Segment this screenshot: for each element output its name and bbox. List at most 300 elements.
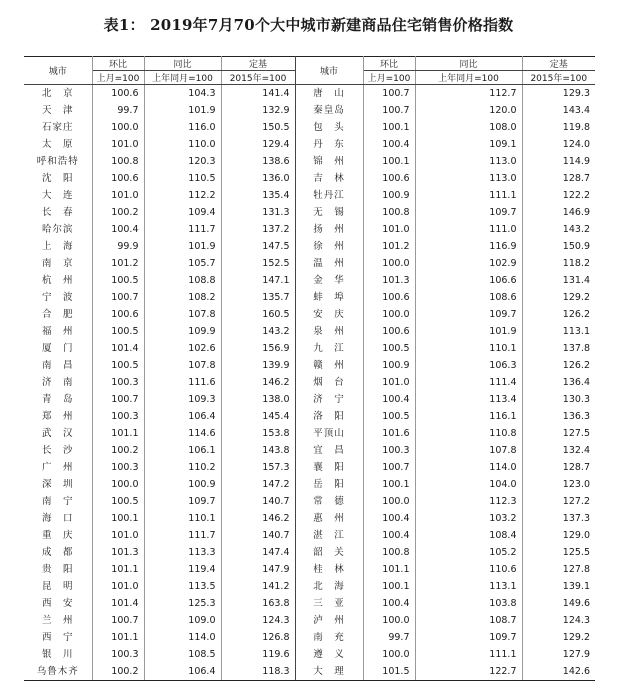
- left-mom-index: 101.4: [92, 340, 144, 357]
- right-yoy-index: 107.8: [415, 442, 522, 459]
- left-mom-index: 101.0: [92, 578, 144, 595]
- right-yoy-index: 120.0: [415, 102, 522, 119]
- left-mom-index: 101.1: [92, 629, 144, 646]
- table-row: [24, 119, 595, 136]
- table-row: [24, 459, 595, 476]
- left-yoy-index: 112.2: [144, 187, 221, 204]
- right-fixed-base-index: 127.9: [562, 649, 590, 660]
- left-city-name: 重 庆: [24, 527, 92, 544]
- left-yoy-index: 101.9: [144, 102, 221, 119]
- right-mom-index: 100.9: [363, 187, 415, 204]
- left-fixed-base-index: 156.9: [221, 340, 295, 357]
- column-subheader-yoy-base: 上年同月=100: [144, 71, 221, 85]
- left-fixed-base-index: 141.2: [221, 578, 295, 595]
- right-fixed-base-index: 118.2: [562, 258, 590, 269]
- left-mom-index: 101.0: [92, 136, 144, 153]
- right-yoy-index: 122.7: [415, 663, 522, 681]
- right-yoy-index: 108.7: [415, 612, 522, 629]
- right-mom-index: 100.7: [363, 459, 415, 476]
- left-yoy-index: 111.7: [144, 221, 221, 238]
- left-yoy-index: 100.9: [144, 476, 221, 493]
- left-yoy-index: 109.3: [144, 391, 221, 408]
- right-yoy-index: 108.4: [415, 527, 522, 544]
- right-mom-index: 100.5: [363, 340, 415, 357]
- right-city-name: 吉 林: [295, 170, 363, 187]
- left-city-name: 太 原: [24, 136, 92, 153]
- left-city-name: 沈 阳: [24, 170, 92, 187]
- right-fixed-base-index: 126.2: [562, 360, 590, 371]
- right-fixed-base-index: 114.9: [562, 156, 590, 167]
- left-city-name: 南 昌: [24, 357, 92, 374]
- left-city-name: 乌鲁木齐: [24, 663, 92, 681]
- left-yoy-index: 110.0: [144, 136, 221, 153]
- column-header-yoy: 同比: [144, 57, 221, 71]
- right-fixed-base-index: 128.7: [562, 462, 590, 473]
- left-yoy-index: 108.2: [144, 289, 221, 306]
- table-row: [24, 289, 595, 306]
- left-fixed-base-index: 147.1: [221, 272, 295, 289]
- left-city-name: 杭 州: [24, 272, 92, 289]
- right-city-name: 襄 阳: [295, 459, 363, 476]
- right-fixed-base-index: 149.6: [562, 598, 590, 609]
- right-fixed-base-index: 136.4: [562, 377, 590, 388]
- table-row: [24, 476, 595, 493]
- left-mom-index: 101.1: [92, 425, 144, 442]
- right-fixed-base-index: 129.3: [562, 88, 590, 99]
- left-fixed-base-index: 119.6: [221, 646, 295, 663]
- right-fixed-base-index: 137.8: [562, 343, 590, 354]
- left-yoy-index: 111.7: [144, 527, 221, 544]
- right-fixed-base-index: 123.0: [562, 479, 590, 490]
- left-city-name: 成 都: [24, 544, 92, 561]
- right-city-name: 洛 阳: [295, 408, 363, 425]
- right-mom-index: 100.3: [363, 442, 415, 459]
- left-yoy-index: 102.6: [144, 340, 221, 357]
- left-yoy-index: 109.7: [144, 493, 221, 510]
- left-fixed-base-index: 129.4: [221, 136, 295, 153]
- right-fixed-base-index: 139.1: [562, 581, 590, 592]
- left-city-name: 呼和浩特: [24, 153, 92, 170]
- left-yoy-index: 109.9: [144, 323, 221, 340]
- right-fixed-base-index: 125.5: [562, 547, 590, 558]
- right-city-name: 蚌 埠: [295, 289, 363, 306]
- left-city-name: 上 海: [24, 238, 92, 255]
- table-row: [24, 646, 595, 663]
- left-city-name: 济 南: [24, 374, 92, 391]
- left-fixed-base-index: 143.2: [221, 323, 295, 340]
- left-fixed-base-index: 135.7: [221, 289, 295, 306]
- left-fixed-base-index: 140.7: [221, 527, 295, 544]
- left-fixed-base-index: 124.3: [221, 612, 295, 629]
- left-mom-index: 100.5: [92, 493, 144, 510]
- left-city-name: 海 口: [24, 510, 92, 527]
- table-row: [24, 340, 595, 357]
- right-city-name: 牡丹江: [295, 187, 363, 204]
- table-row: [24, 272, 595, 289]
- right-city-name: 大 理: [295, 663, 363, 681]
- left-city-name: 北 京: [24, 85, 92, 103]
- left-mom-index: 100.3: [92, 408, 144, 425]
- right-fixed-base-index: 129.0: [562, 530, 590, 541]
- right-mom-index: 101.6: [363, 425, 415, 442]
- right-mom-index: 100.4: [363, 391, 415, 408]
- table-row: [24, 425, 595, 442]
- left-mom-index: 100.3: [92, 646, 144, 663]
- left-yoy-index: 109.4: [144, 204, 221, 221]
- table-row: [24, 102, 595, 119]
- page-title: 表1： 2019年7月70个大中城市新建商品住宅销售价格指数: [103, 16, 514, 34]
- left-mom-index: 101.2: [92, 255, 144, 272]
- left-mom-index: 99.7: [92, 102, 144, 119]
- right-city-name: 安 庆: [295, 306, 363, 323]
- left-mom-index: 100.8: [92, 153, 144, 170]
- right-city-name: 包 头: [295, 119, 363, 136]
- left-fixed-base-index: 118.3: [221, 663, 295, 681]
- right-mom-index: 100.0: [363, 306, 415, 323]
- right-mom-index: 100.1: [363, 153, 415, 170]
- right-yoy-index: 113.1: [415, 578, 522, 595]
- right-yoy-index: 102.9: [415, 255, 522, 272]
- right-fixed-base-index: 124.3: [562, 615, 590, 626]
- right-fixed-base-index: 150.9: [562, 241, 590, 252]
- left-fixed-base-index: 126.8: [221, 629, 295, 646]
- right-fixed-base-index: 119.8: [562, 122, 590, 133]
- right-mom-index: 100.4: [363, 136, 415, 153]
- left-city-name: 西 安: [24, 595, 92, 612]
- left-mom-index: 100.1: [92, 510, 144, 527]
- left-yoy-index: 108.8: [144, 272, 221, 289]
- right-city-name: 泸 州: [295, 612, 363, 629]
- left-mom-index: 100.2: [92, 442, 144, 459]
- right-fixed-base-index: 129.2: [562, 632, 590, 643]
- left-city-name: 宁 波: [24, 289, 92, 306]
- left-city-name: 昆 明: [24, 578, 92, 595]
- left-mom-index: 101.0: [92, 187, 144, 204]
- left-mom-index: 101.1: [92, 561, 144, 578]
- left-fixed-base-index: 143.8: [221, 442, 295, 459]
- left-city-name: 石家庄: [24, 119, 92, 136]
- table-row: [24, 323, 595, 340]
- right-mom-index: 100.1: [363, 578, 415, 595]
- left-fixed-base-index: 146.2: [221, 510, 295, 527]
- right-fixed-base-index: 143.4: [562, 105, 590, 116]
- table-row: [24, 663, 595, 681]
- left-mom-index: 100.3: [92, 459, 144, 476]
- right-city-name: 济 宁: [295, 391, 363, 408]
- left-city-name: 南 宁: [24, 493, 92, 510]
- right-mom-index: 100.1: [363, 476, 415, 493]
- right-yoy-index: 110.1: [415, 340, 522, 357]
- right-mom-index: 100.0: [363, 646, 415, 663]
- column-header-mom: 环比: [92, 57, 144, 71]
- left-yoy-index: 110.2: [144, 459, 221, 476]
- right-mom-index: 100.8: [363, 544, 415, 561]
- right-city-name: 锦 州: [295, 153, 363, 170]
- right-fixed-base-index: 131.4: [562, 275, 590, 286]
- left-city-name: 厦 门: [24, 340, 92, 357]
- right-city-name: 秦皇岛: [295, 102, 363, 119]
- right-city-name: 三 亚: [295, 595, 363, 612]
- right-mom-index: 100.4: [363, 595, 415, 612]
- left-fixed-base-index: 138.6: [221, 153, 295, 170]
- left-mom-index: 100.6: [92, 170, 144, 187]
- right-yoy-index: 110.8: [415, 425, 522, 442]
- left-mom-index: 100.2: [92, 204, 144, 221]
- right-mom-index: 100.0: [363, 493, 415, 510]
- table-row: [24, 408, 595, 425]
- right-fixed-base-index: 127.2: [562, 496, 590, 507]
- right-yoy-index: 111.1: [415, 646, 522, 663]
- left-city-name: 兰 州: [24, 612, 92, 629]
- table-row: [24, 544, 595, 561]
- right-city-name: 温 州: [295, 255, 363, 272]
- table-row: [24, 153, 595, 170]
- right-city-name: 平顶山: [295, 425, 363, 442]
- right-fixed-base-index: 124.0: [562, 139, 590, 150]
- left-yoy-index: 119.4: [144, 561, 221, 578]
- right-yoy-index: 109.7: [415, 629, 522, 646]
- right-city-name: 宜 昌: [295, 442, 363, 459]
- right-mom-index: 100.6: [363, 323, 415, 340]
- left-fixed-base-index: 145.4: [221, 408, 295, 425]
- left-fixed-base-index: 138.0: [221, 391, 295, 408]
- left-fixed-base-index: 157.3: [221, 459, 295, 476]
- left-fixed-base-index: 147.5: [221, 238, 295, 255]
- left-yoy-index: 114.0: [144, 629, 221, 646]
- right-yoy-index: 116.1: [415, 408, 522, 425]
- right-mom-index: 100.1: [363, 119, 415, 136]
- left-fixed-base-index: 132.9: [221, 102, 295, 119]
- right-city-name: 九 江: [295, 340, 363, 357]
- left-mom-index: 100.7: [92, 612, 144, 629]
- table-row: [24, 510, 595, 527]
- right-fixed-base-index: 130.3: [562, 394, 590, 405]
- right-city-name: 赣 州: [295, 357, 363, 374]
- right-city-name: 徐 州: [295, 238, 363, 255]
- left-fixed-base-index: 139.9: [221, 357, 295, 374]
- right-mom-index: 100.7: [363, 102, 415, 119]
- column-subheader-fixed-base: 2015年=100: [522, 71, 595, 85]
- left-fixed-base-index: 163.8: [221, 595, 295, 612]
- right-city-name: 常 德: [295, 493, 363, 510]
- table-row: [24, 442, 595, 459]
- table-row: [24, 170, 595, 187]
- left-city-name: 银 川: [24, 646, 92, 663]
- right-city-name: 惠 州: [295, 510, 363, 527]
- right-yoy-index: 111.1: [415, 187, 522, 204]
- right-fixed-base-index: 143.2: [562, 224, 590, 235]
- right-yoy-index: 114.0: [415, 459, 522, 476]
- left-yoy-index: 107.8: [144, 306, 221, 323]
- right-yoy-index: 113.0: [415, 153, 522, 170]
- right-city-name: 泉 州: [295, 323, 363, 340]
- table-row: [24, 493, 595, 510]
- right-fixed-base-index: 146.9: [562, 207, 590, 218]
- right-fixed-base-index: 136.3: [562, 411, 590, 422]
- right-yoy-index: 109.7: [415, 306, 522, 323]
- table-row: [24, 255, 595, 272]
- left-city-name: 郑 州: [24, 408, 92, 425]
- table-row: [24, 136, 595, 153]
- left-mom-index: 99.9: [92, 238, 144, 255]
- column-header-fixed: 定基: [522, 57, 595, 71]
- left-city-name: 西 宁: [24, 629, 92, 646]
- right-mom-index: 100.8: [363, 204, 415, 221]
- right-city-name: 韶 关: [295, 544, 363, 561]
- left-mom-index: 100.7: [92, 289, 144, 306]
- left-city-name: 南 京: [24, 255, 92, 272]
- table-row: [24, 204, 595, 221]
- left-city-name: 合 肥: [24, 306, 92, 323]
- left-yoy-index: 125.3: [144, 595, 221, 612]
- right-yoy-index: 106.3: [415, 357, 522, 374]
- left-mom-index: 100.7: [92, 391, 144, 408]
- left-city-name: 深 圳: [24, 476, 92, 493]
- right-yoy-index: 111.4: [415, 374, 522, 391]
- left-fixed-base-index: 152.5: [221, 255, 295, 272]
- right-yoy-index: 103.2: [415, 510, 522, 527]
- left-yoy-index: 101.9: [144, 238, 221, 255]
- left-yoy-index: 110.5: [144, 170, 221, 187]
- column-subheader-fixed-base: 2015年=100: [221, 71, 295, 85]
- right-fixed-base-index: 122.2: [562, 190, 590, 201]
- table-body: [24, 85, 595, 681]
- right-mom-index: 100.9: [363, 357, 415, 374]
- left-mom-index: 100.3: [92, 374, 144, 391]
- table-row: [24, 578, 595, 595]
- right-city-name: 岳 阳: [295, 476, 363, 493]
- left-mom-index: 100.6: [92, 306, 144, 323]
- left-yoy-index: 104.3: [144, 85, 221, 103]
- right-fixed-base-index: 129.2: [562, 292, 590, 303]
- table-row: [24, 391, 595, 408]
- left-mom-index: 100.0: [92, 476, 144, 493]
- table-row: [24, 85, 595, 103]
- left-mom-index: 100.4: [92, 221, 144, 238]
- table-row: [24, 374, 595, 391]
- left-fixed-base-index: 137.2: [221, 221, 295, 238]
- right-fixed-base-index: 132.4: [562, 445, 590, 456]
- left-mom-index: 100.5: [92, 272, 144, 289]
- right-yoy-index: 113.4: [415, 391, 522, 408]
- left-fixed-base-index: 147.9: [221, 561, 295, 578]
- table-row: [24, 357, 595, 374]
- left-yoy-index: 110.1: [144, 510, 221, 527]
- left-fixed-base-index: 150.5: [221, 119, 295, 136]
- right-mom-index: 100.0: [363, 255, 415, 272]
- left-mom-index: 100.0: [92, 119, 144, 136]
- right-city-name: 遵 义: [295, 646, 363, 663]
- right-fixed-base-index: 128.7: [562, 173, 590, 184]
- right-mom-index: 101.2: [363, 238, 415, 255]
- right-city-name: 扬 州: [295, 221, 363, 238]
- left-city-name: 青 岛: [24, 391, 92, 408]
- left-yoy-index: 105.7: [144, 255, 221, 272]
- left-yoy-index: 120.3: [144, 153, 221, 170]
- right-yoy-index: 108.6: [415, 289, 522, 306]
- left-mom-index: 100.5: [92, 323, 144, 340]
- left-yoy-index: 106.4: [144, 408, 221, 425]
- left-mom-index: 100.5: [92, 357, 144, 374]
- right-yoy-index: 110.6: [415, 561, 522, 578]
- left-city-name: 长 春: [24, 204, 92, 221]
- table-row: [24, 629, 595, 646]
- left-yoy-index: 111.6: [144, 374, 221, 391]
- left-fixed-base-index: 147.2: [221, 476, 295, 493]
- table-row: [24, 561, 595, 578]
- right-yoy-index: 109.7: [415, 204, 522, 221]
- right-mom-index: 100.4: [363, 527, 415, 544]
- left-fixed-base-index: 146.2: [221, 374, 295, 391]
- right-city-name: 无 锡: [295, 204, 363, 221]
- right-mom-index: 101.1: [363, 561, 415, 578]
- right-city-name: 南 充: [295, 629, 363, 646]
- right-yoy-index: 108.0: [415, 119, 522, 136]
- left-mom-index: 100.2: [92, 663, 144, 681]
- left-city-name: 大 连: [24, 187, 92, 204]
- left-city-name: 长 沙: [24, 442, 92, 459]
- left-yoy-index: 106.4: [144, 663, 221, 681]
- left-mom-index: 101.3: [92, 544, 144, 561]
- right-yoy-index: 112.3: [415, 493, 522, 510]
- left-yoy-index: 116.0: [144, 119, 221, 136]
- right-mom-index: 100.5: [363, 408, 415, 425]
- column-subheader-yoy-base: 上年同月=100: [415, 71, 522, 85]
- right-city-name: 烟 台: [295, 374, 363, 391]
- right-yoy-index: 113.0: [415, 170, 522, 187]
- column-header-fixed: 定基: [221, 57, 295, 71]
- right-fixed-base-index: 127.8: [562, 564, 590, 575]
- right-fixed-base-index: 113.1: [562, 326, 590, 337]
- left-city-name: 天 津: [24, 102, 92, 119]
- right-fixed-base-index: 142.6: [522, 663, 595, 681]
- left-fixed-base-index: 140.7: [221, 493, 295, 510]
- left-yoy-index: 108.5: [144, 646, 221, 663]
- left-yoy-index: 107.8: [144, 357, 221, 374]
- right-city-name: 金 华: [295, 272, 363, 289]
- left-yoy-index: 113.3: [144, 544, 221, 561]
- left-yoy-index: 113.5: [144, 578, 221, 595]
- table-row: [24, 306, 595, 323]
- right-yoy-index: 106.6: [415, 272, 522, 289]
- right-yoy-index: 112.7: [415, 85, 522, 103]
- right-fixed-base-index: 127.5: [562, 428, 590, 439]
- right-yoy-index: 111.0: [415, 221, 522, 238]
- table-row: [24, 612, 595, 629]
- column-subheader-mom-base: 上月=100: [363, 71, 415, 85]
- left-city-name: 武 汉: [24, 425, 92, 442]
- left-fixed-base-index: 135.4: [221, 187, 295, 204]
- left-fixed-base-index: 136.0: [221, 170, 295, 187]
- right-fixed-base-index: 126.2: [562, 309, 590, 320]
- price-index-table: [24, 56, 595, 681]
- left-fixed-base-index: 153.8: [221, 425, 295, 442]
- right-mom-index: 100.4: [363, 510, 415, 527]
- right-mom-index: 100.6: [363, 170, 415, 187]
- left-fixed-base-index: 141.4: [221, 85, 295, 103]
- right-city-name: 丹 东: [295, 136, 363, 153]
- right-mom-index: 99.7: [363, 629, 415, 646]
- table-row: [24, 221, 595, 238]
- column-header-city: 城市: [24, 57, 92, 85]
- right-city-name: 湛 江: [295, 527, 363, 544]
- left-yoy-index: 109.0: [144, 612, 221, 629]
- column-header-city: 城市: [295, 57, 363, 85]
- left-fixed-base-index: 147.4: [221, 544, 295, 561]
- right-yoy-index: 109.1: [415, 136, 522, 153]
- right-city-name: 桂 林: [295, 561, 363, 578]
- left-yoy-index: 106.1: [144, 442, 221, 459]
